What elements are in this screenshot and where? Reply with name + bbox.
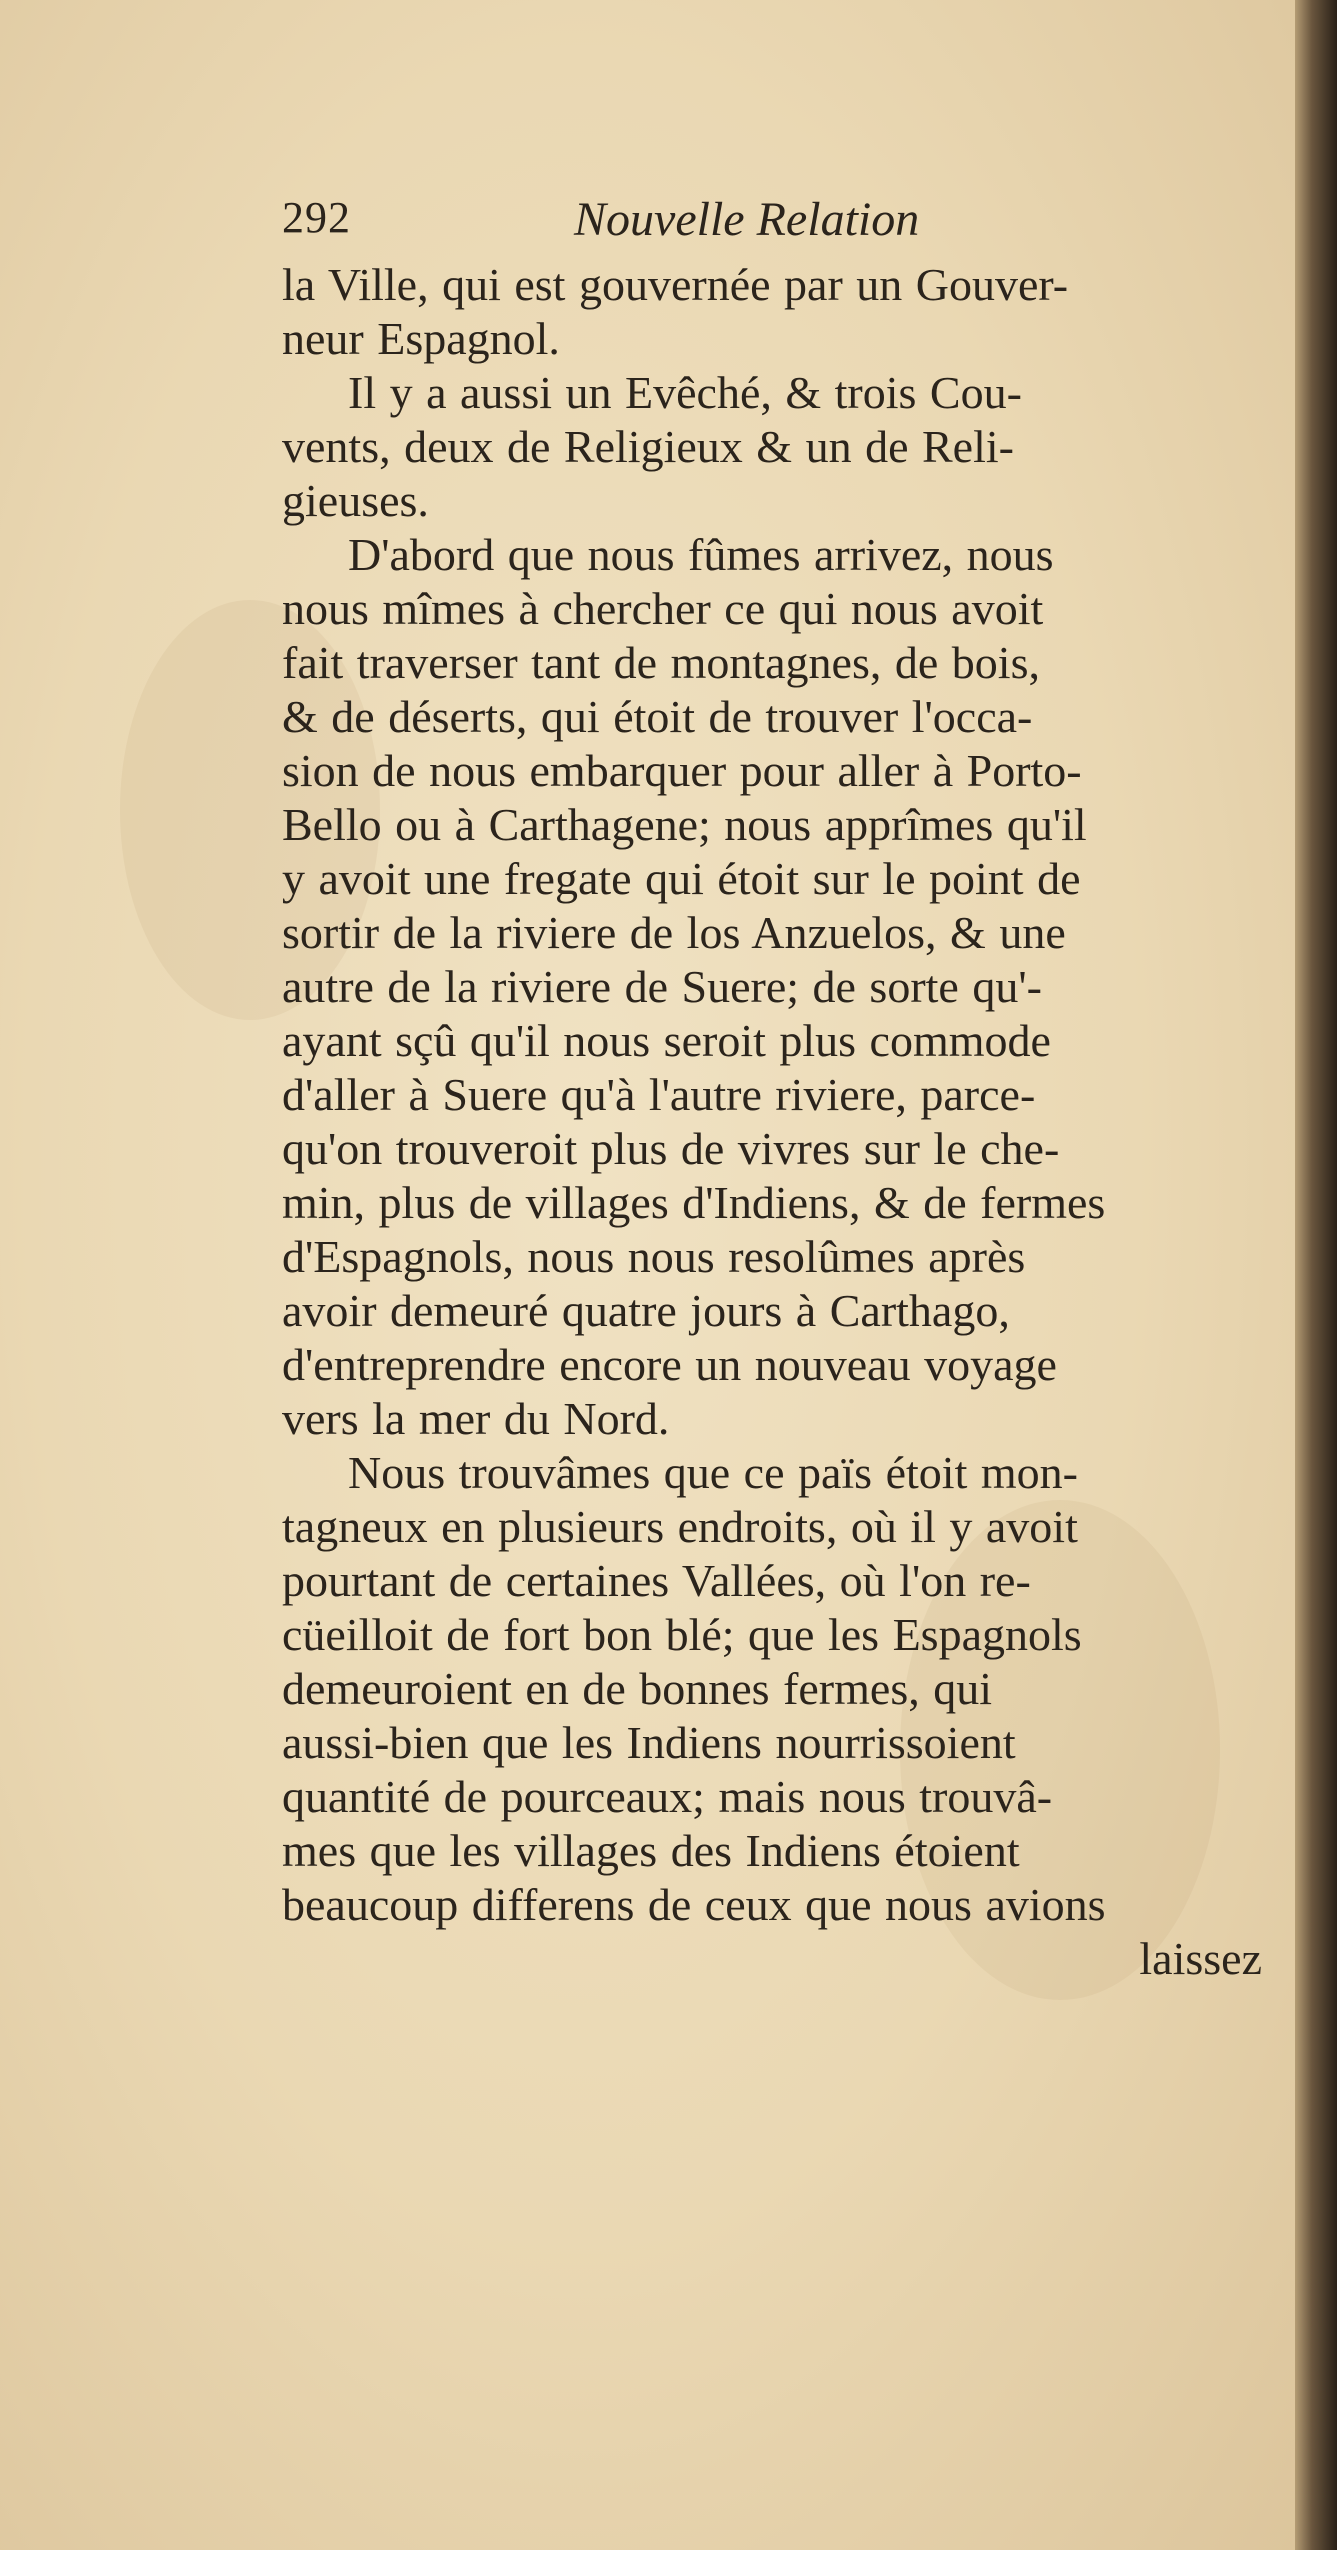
- text-line: demeuroient en de bonnes fermes, qui: [282, 1663, 992, 1714]
- page-header: [282, 180, 1282, 258]
- text-line: avoir demeuré quatre jours à Carthago,: [282, 1285, 1010, 1336]
- text-block: [282, 180, 1282, 1986]
- text-line: D'abord que nous fûmes arrivez, nous: [348, 529, 1054, 580]
- text-line: Nous trouvâmes que ce païs étoit mon-: [348, 1447, 1078, 1498]
- text-line: min, plus de villages d'Indiens, & de fermes: [282, 1177, 1106, 1228]
- text-line: Il y a aussi un Evêché, & trois Cou-: [348, 367, 1022, 418]
- text-line: quantité de pourceaux; mais nous trouvâ-: [282, 1771, 1053, 1822]
- text-line: la Ville, qui est gouvernée par un Gouver-: [282, 259, 1069, 310]
- text-line: autre de la riviere de Suere; de sorte qu'-: [282, 961, 1042, 1012]
- text-line: beaucoup differens de ceux que nous avions: [282, 1879, 1106, 1930]
- text-line: & de déserts, qui étoit de trouver l'occa-: [282, 691, 1033, 742]
- text-line: vers la mer du Nord.: [282, 1393, 670, 1444]
- text-line: sion de nous embarquer pour aller à Porto-: [282, 745, 1082, 796]
- catchword: laissez: [1139, 1933, 1262, 1984]
- text-line: d'aller à Suere qu'à l'autre riviere, parce-: [282, 1069, 1036, 1120]
- page-edge: [1295, 0, 1337, 2550]
- body-text: [282, 258, 1282, 1932]
- text-line: cüeilloit de fort bon blé; que les Espagnols: [282, 1609, 1082, 1660]
- text-line: gieuses.: [282, 475, 429, 526]
- text-line: tagneux en plusieurs endroits, où il y avoit: [282, 1501, 1078, 1552]
- text-line: Bello ou à Carthagene; nous apprîmes qu'il: [282, 799, 1087, 850]
- text-line: pourtant de certaines Vallées, où l'on re-: [282, 1555, 1031, 1606]
- text-line: fait traverser tant de montagnes, de bois,: [282, 637, 1040, 688]
- text-line: d'Espagnols, nous nous resolûmes après: [282, 1231, 1026, 1282]
- running-head: Nouvelle Relation: [574, 193, 920, 246]
- text-line: aussi-bien que les Indiens nourrissoient: [282, 1717, 1016, 1768]
- text-line: qu'on trouveroit plus de vivres sur le che-: [282, 1123, 1060, 1174]
- text-line: sortir de la riviere de los Anzuelos, & une: [282, 907, 1066, 958]
- text-line: mes que les villages des Indiens étoient: [282, 1825, 1020, 1876]
- text-line: y avoit une fregate qui étoit sur le point de: [282, 853, 1081, 904]
- page-number: 292: [282, 193, 351, 242]
- text-line: d'entreprendre encore un nouveau voyage: [282, 1339, 1057, 1390]
- text-line: vents, deux de Religieux & un de Reli-: [282, 421, 1014, 472]
- text-line: neur Espagnol.: [282, 313, 560, 364]
- text-line: ayant sçû qu'il nous seroit plus commode: [282, 1015, 1051, 1066]
- text-line: nous mîmes à chercher ce qui nous avoit: [282, 583, 1044, 634]
